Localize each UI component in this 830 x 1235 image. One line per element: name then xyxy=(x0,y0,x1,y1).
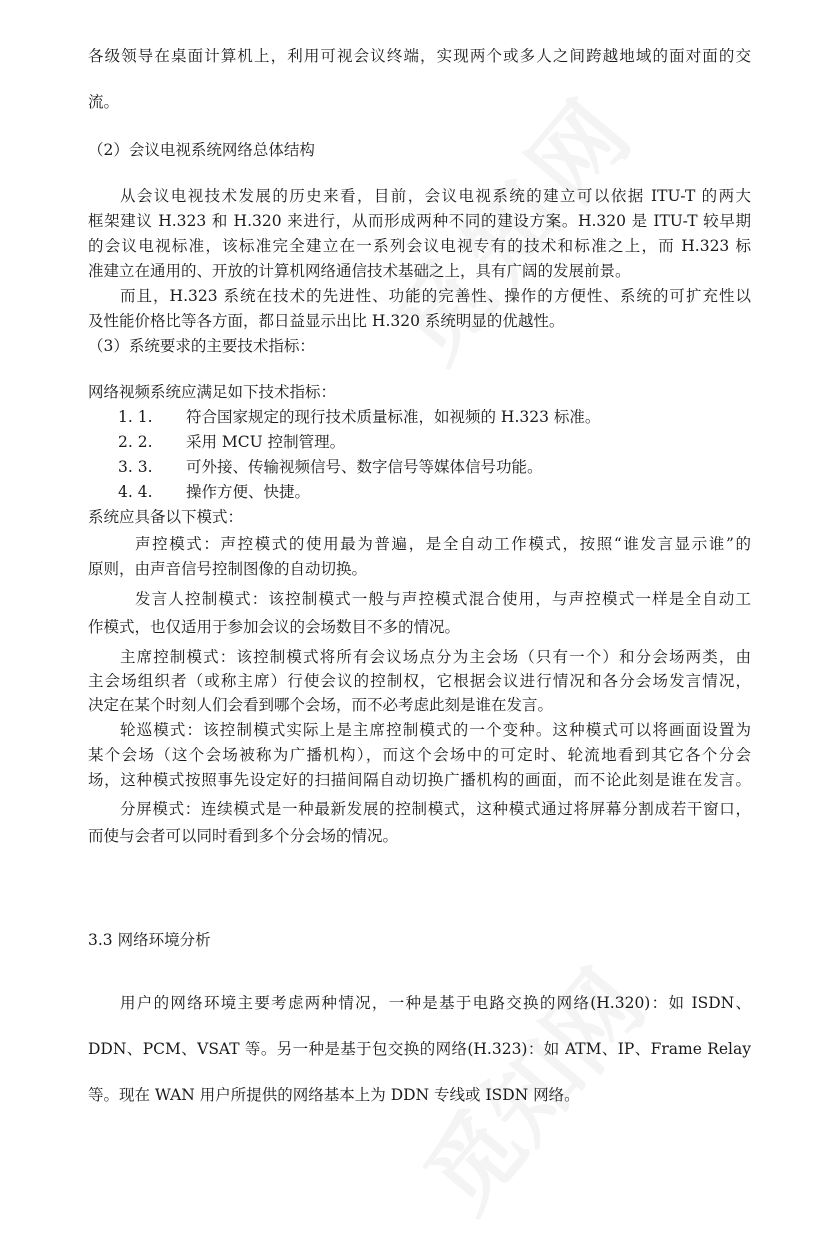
mode-rotate-line-a: 轮巡模式：该控制模式实际上是主席控制模式的一个变种。这种模式可以将画面设置为 xyxy=(120,721,751,739)
mode-voice-line-b: 原则，由声音信号控制图像的自动切换。 xyxy=(88,560,368,578)
mode-speaker-line-b: 作模式，也仅适用于参加会议的会场数目不多的情况。 xyxy=(88,618,461,636)
list-item-number: 2. 2. xyxy=(118,433,153,451)
list-item-text: 采用 MCU 控制管理。 xyxy=(186,433,346,451)
list-item-number: 4. 4. xyxy=(118,483,153,501)
section-heading-2: （2）会议电视系统网络总体结构 xyxy=(88,141,315,159)
mode-split-line-a: 分屏模式：连续模式是一种最新发展的控制模式，这种模式通过将屏幕分割成若干窗口， xyxy=(120,800,751,818)
para2-line-b: 及性能价格比等各方面，都日益显示出比 H.320 系统明显的优越性。 xyxy=(88,312,565,330)
network-line-2: DDN、PCM、VSAT 等。另一种是基于包交换的网络(H.323)：如 ATM、IP、Frame Relay xyxy=(88,1040,751,1058)
section-heading-3-3: 3.3 网络环境分析 xyxy=(88,931,211,949)
para1-line-b: 框架建议 H.323 和 H.320 来进行，从而形成两种不同的建设方案。H.320 是 ITU-T 较早期 xyxy=(88,212,751,230)
mode-voice-line-a: 声控模式：声控模式的使用最为普遍，是全自动工作模式，按照“谁发言显示谁”的 xyxy=(135,535,751,553)
modes-intro: 系统应具备以下模式： xyxy=(88,508,244,526)
mode-rotate-line-c: 场，这种模式按照事先设定好的扫描间隔自动切换广播机构的画面，而不论此刻是谁在发言。 xyxy=(88,771,751,789)
network-line-3: 等。现在 WAN 用户所提供的网络基本上为 DDN 专线或 ISDN 网络。 xyxy=(88,1086,580,1104)
intro-line-2: 流。 xyxy=(88,93,120,111)
list-item-number: 1. 1. xyxy=(118,408,153,426)
mode-chair-line-a: 主席控制模式：该控制模式将所有会议场点分为主会场（只有一个）和分会场两类，由 xyxy=(120,648,751,666)
mode-chair-line-c: 决定在某个时刻人们会看到哪个会场，而不必考虑此刻是谁在发言。 xyxy=(88,696,554,714)
list-item-text: 操作方便、快捷。 xyxy=(186,483,311,501)
para1-line-d: 准建立在通用的、开放的计算机网络通信技术基础之上，具有广阔的发展前景。 xyxy=(88,262,631,280)
list-item xyxy=(118,482,310,502)
list-item xyxy=(118,457,543,477)
mode-split-line-b: 而使与会者可以同时看到多个分会场的情况。 xyxy=(88,827,399,845)
list-item-number: 3. 3. xyxy=(118,458,153,476)
mode-chair-line-b: 主会场组织者（或称主席）行使会议的控制权，它根据会议进行情况和各分会场发言情况， xyxy=(88,672,751,690)
requirements-intro: 网络视频系统应满足如下技术指标： xyxy=(88,383,337,401)
list-item xyxy=(118,407,600,427)
list-item xyxy=(118,432,345,452)
para1-line-c: 的会议电视标准，该标准完全建立在一系列会议电视专有的技术和标准之上，而 H.323 标 xyxy=(88,237,751,255)
list-item-text: 符合国家规定的现行技术质量标准，如视频的 H.323 标准。 xyxy=(186,408,601,426)
mode-speaker-line-a: 发言人控制模式：该控制模式一般与声控模式混合使用，与声控模式一样是全自动工 xyxy=(135,590,751,608)
intro-line-1: 各级领导在桌面计算机上，利用可视会议终端，实现两个或多人之间跨越地域的面对面的交 xyxy=(88,47,751,65)
para1-line-a: 从会议电视技术发展的历史来看，目前，会议电视系统的建立可以依据 ITU-T 的两大 xyxy=(120,187,751,205)
section-heading-3: （3）系统要求的主要技术指标： xyxy=(88,337,315,355)
list-item-text: 可外接、传输视频信号、数字信号等媒体信号功能。 xyxy=(186,458,543,476)
mode-rotate-line-b: 某个会场（这个会场被称为广播机构），而这个会场中的可定时、轮流地看到其它各个分会 xyxy=(88,746,751,764)
network-line-1: 用户的网络环境主要考虑两种情况，一种是基于电路交换的网络(H.320)：如 ISDN、 xyxy=(120,994,751,1012)
para2-line-a: 而且，H.323 系统在技术的先进性、功能的完善性、操作的方便性、系统的可扩充性以 xyxy=(120,287,751,305)
